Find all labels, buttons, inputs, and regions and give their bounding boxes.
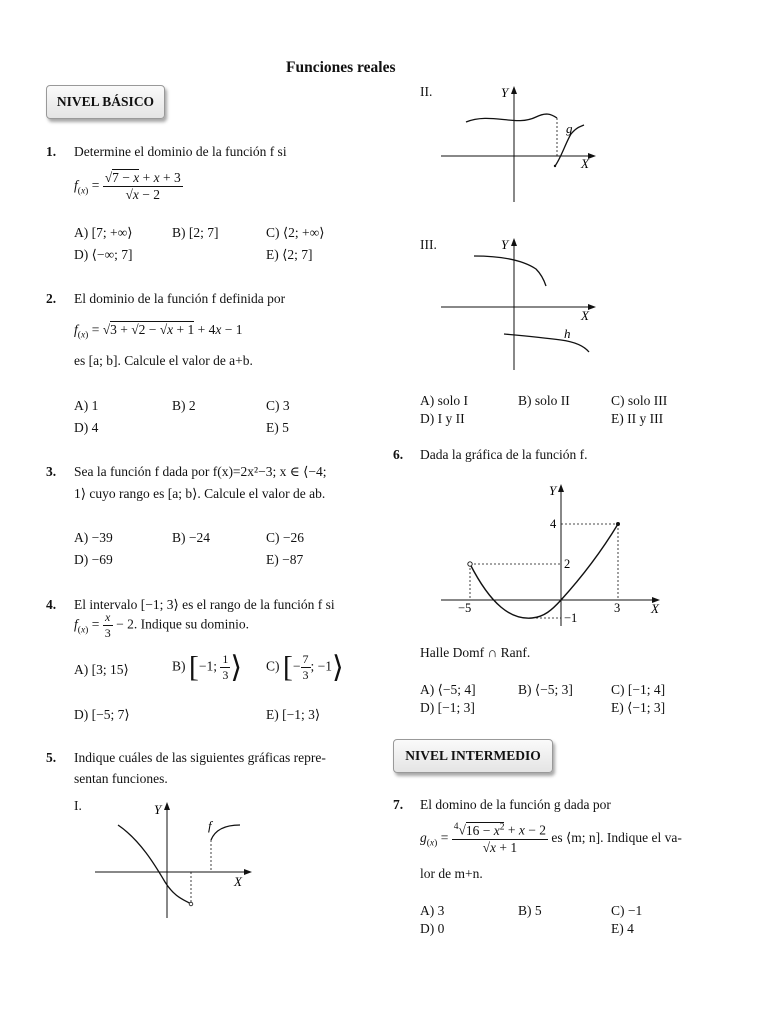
option-c[interactable]: C) ⟨2; +∞⟩: [266, 225, 325, 240]
tick-x-neg5: −5: [458, 601, 472, 615]
curve-label-g: g: [566, 121, 573, 136]
question-text: El dominio de la función f definida por: [74, 291, 286, 306]
question-text-2: 1⟩ cuyo rango es [a; b⟩. Calcule el valor de ab.: [74, 486, 326, 501]
question-text: Determine el dominio de la función f si: [74, 144, 287, 159]
level-intermediate-badge: NIVEL INTERMEDIO: [393, 739, 553, 773]
question-text: Dada la gráfica de la función f.: [420, 447, 588, 462]
option-a[interactable]: A) [3; 15⟩: [74, 662, 129, 677]
axis-label-y: Y: [501, 85, 509, 100]
option-d[interactable]: D) I y II: [420, 411, 465, 426]
axis-label-x: X: [581, 156, 589, 171]
tick-x-3: 3: [614, 601, 621, 615]
option-c[interactable]: C) [− $\frac{7}{3}$ ; −1⟩: [266, 650, 344, 684]
question-ask: Halle Domf ∩ Ranf.: [420, 645, 531, 660]
option-a[interactable]: A) 3: [420, 903, 445, 918]
option-a[interactable]: A) 1: [74, 398, 99, 413]
option-b[interactable]: B) −24: [172, 530, 210, 545]
question-text-2: es [a; b]. Calcule el valor de a+b.: [74, 353, 253, 368]
option-e[interactable]: E) ⟨2; 7]: [266, 247, 313, 262]
level-basic-badge: NIVEL BÁSICO: [46, 85, 165, 119]
question-number: 6.: [393, 447, 404, 462]
question-number: 1.: [46, 144, 57, 159]
question-text-2: sentan funciones.: [74, 771, 168, 786]
option-e[interactable]: E) [−1; 3⟩: [266, 707, 321, 722]
curve-label-h: h: [564, 326, 571, 341]
axis-label-y: Y: [549, 483, 557, 498]
option-d[interactable]: D) [−1; 3]: [420, 700, 475, 715]
option-e[interactable]: E) 5: [266, 420, 289, 435]
option-b[interactable]: B) [−1; $\frac{1}{3}$ ⟩: [172, 650, 243, 684]
option-b[interactable]: B) ⟨−5; 3]: [518, 682, 573, 697]
option-e[interactable]: E) II y III: [611, 411, 664, 426]
formula-f: $f_{(x)}$ = $\frac{x}{3}$ − 2. Indique su dominio.: [74, 610, 249, 640]
question-text: El domino de la función g dada por: [420, 797, 611, 812]
option-a[interactable]: A) ⟨−5; 4]: [420, 682, 476, 697]
option-d[interactable]: D) [−5; 7⟩: [74, 707, 130, 722]
option-c[interactable]: C) 3: [266, 398, 290, 413]
graph-3: [436, 234, 606, 374]
question-text: El intervalo [−1; 3⟩ es el rango de la función f si: [74, 597, 335, 612]
axis-label-x: X: [581, 308, 589, 323]
question-number: 4.: [46, 597, 57, 612]
option-e[interactable]: E) −87: [266, 552, 304, 567]
question-number: 3.: [46, 464, 57, 479]
option-c[interactable]: C) −1: [611, 903, 643, 918]
option-b[interactable]: B) 2: [172, 398, 196, 413]
option-b[interactable]: B) 5: [518, 903, 542, 918]
option-e[interactable]: E) 4: [611, 921, 634, 936]
option-a[interactable]: A) −39: [74, 530, 113, 545]
option-d[interactable]: D) ⟨−∞; 7]: [74, 247, 133, 262]
option-c[interactable]: C) [−1; 4]: [611, 682, 666, 697]
option-d[interactable]: D) 0: [420, 921, 445, 936]
tick-y-neg1: −1: [564, 611, 578, 625]
tick-y-2: 2: [564, 557, 571, 571]
question-text-after: es ⟨m; n]. Indique el va-: [551, 829, 682, 845]
axis-label-x: X: [234, 874, 242, 889]
question-number: 7.: [393, 797, 404, 812]
question-text-2: . Indique su dominio.: [133, 616, 249, 632]
formula-f: $f_{(x)}$ = $\frac{√7 - x + x + 3}{√x - 2}$: [74, 170, 181, 202]
option-d[interactable]: D) −69: [74, 552, 113, 567]
option-a[interactable]: A) solo I: [420, 393, 468, 408]
option-c[interactable]: C) −26: [266, 530, 304, 545]
axis-label-y: Y: [154, 802, 162, 817]
question-number: 2.: [46, 291, 57, 306]
question-text: Indique cuáles de las siguientes gráficas repre-: [74, 750, 326, 765]
graph-1: [90, 800, 260, 922]
question-number: 5.: [46, 750, 57, 765]
graph-q6: [436, 480, 666, 628]
question-text: Sea la función f dada por f(x)=2x²−3; x ∈ ⟨−4;: [74, 464, 327, 479]
option-b[interactable]: B) solo II: [518, 393, 570, 408]
option-b[interactable]: B) [2; 7]: [172, 225, 219, 240]
axis-label-y: Y: [501, 237, 509, 252]
formula-g: $g_{(x)}$ = $\frac{^4√16 - x^2 + x - 2}{√x + 1}$ es ⟨m; n]. Indique el va-: [420, 822, 682, 855]
tick-y-4: 4: [550, 517, 557, 531]
graph-label-3: III.: [420, 237, 437, 252]
option-c[interactable]: C) solo III: [611, 393, 668, 408]
page-title: Funciones reales: [286, 59, 396, 76]
graph-2: [436, 82, 606, 206]
curve-label-f: f: [208, 818, 212, 833]
graph-label-1: I.: [74, 798, 82, 813]
axis-label-x: X: [651, 601, 659, 616]
option-a[interactable]: A) [7; +∞⟩: [74, 225, 133, 240]
option-d[interactable]: D) 4: [74, 420, 99, 435]
question-text-2: lor de m+n.: [420, 866, 483, 881]
formula-f: $f_{(x)} = √3 + √2 - √x + 1 + 4x - 1$: [74, 322, 243, 341]
graph-label-2: II.: [420, 84, 433, 99]
option-e[interactable]: E) ⟨−1; 3]: [611, 700, 666, 715]
